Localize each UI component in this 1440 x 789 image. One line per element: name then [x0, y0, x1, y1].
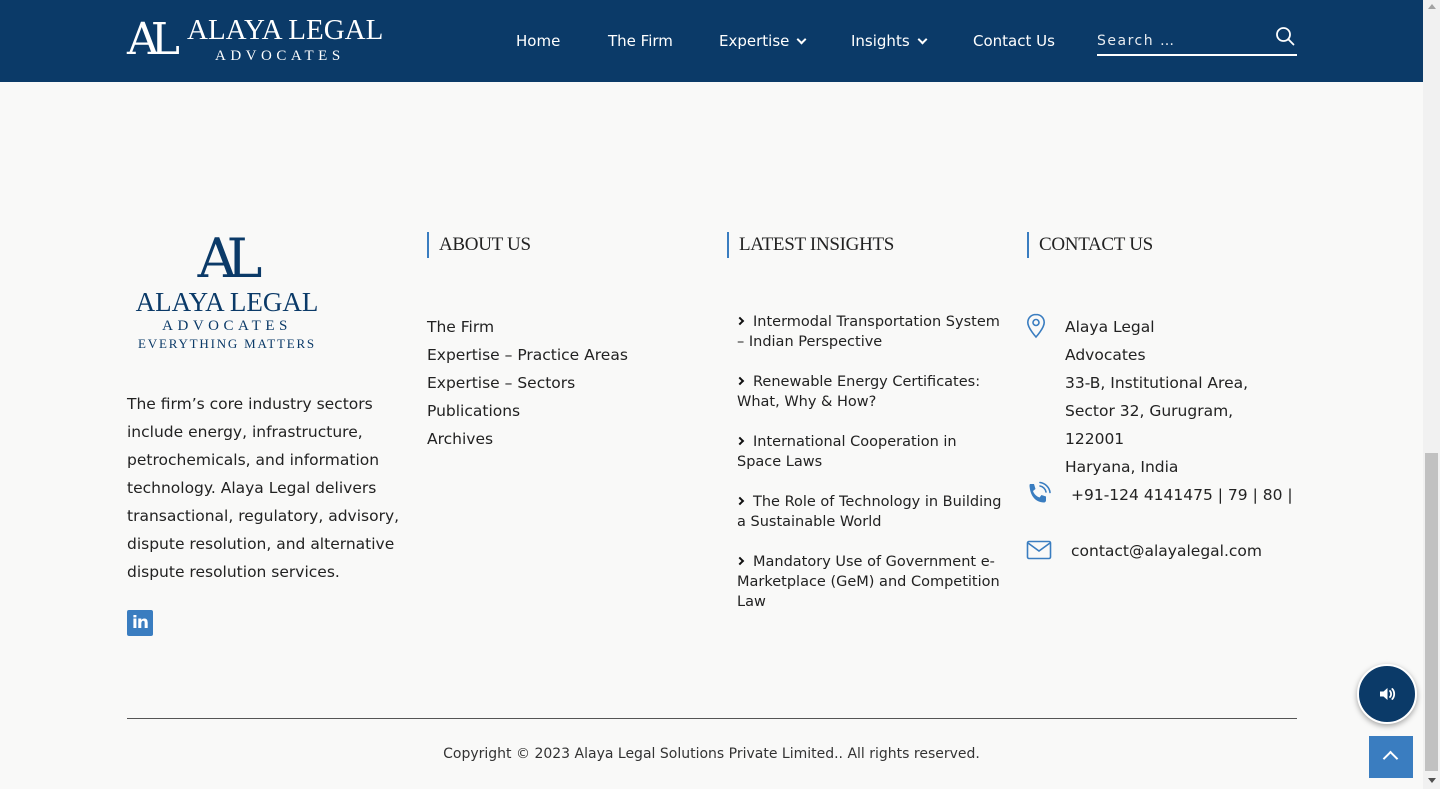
site-header [0, 0, 1423, 82]
page-scrollbar[interactable] [1423, 0, 1440, 789]
chevron-right-icon [736, 557, 744, 565]
footer-logo[interactable] [127, 227, 327, 366]
contact-us-heading: CONTACT US [1027, 232, 1153, 258]
insight-link[interactable] [737, 432, 1002, 472]
nav-contact-us[interactable] [973, 30, 1055, 52]
address-line: Advocates [1065, 346, 1146, 364]
nav-expertise[interactable] [719, 30, 805, 52]
audio-player-button[interactable] [1357, 664, 1417, 724]
about-link-archives[interactable]: Archives [427, 430, 494, 448]
insight-title: Renewable Energy Certificates: What, Why & How? [737, 374, 981, 410]
nav-home[interactable] [516, 30, 560, 52]
about-link-publications[interactable]: Publications [427, 402, 521, 420]
insight-title: Mandatory Use of Government e-Marketplace (GeM) and Competition Law [737, 554, 1000, 610]
chevron-right-icon [736, 497, 744, 505]
about-link-practice-areas[interactable]: Expertise – Practice Areas [427, 346, 628, 364]
header-search [1097, 24, 1297, 56]
nav-home-label: Home [516, 32, 561, 50]
phone-icon [1026, 481, 1052, 507]
chevron-down-icon [797, 34, 807, 44]
insight-link[interactable] [737, 372, 1002, 412]
copyright-text: Copyright © 2023 Alaya Legal Solutions Private Limited.. All rights reserved. [443, 746, 980, 762]
search-input[interactable] [1097, 24, 1267, 54]
address-line: 33-B, Institutional Area, [1065, 374, 1249, 392]
footer-divider [127, 718, 1297, 719]
nav-contact-us-label: Contact Us [973, 32, 1055, 50]
chevron-down-icon [917, 34, 927, 44]
footer-logo-tagline: EVERYTHING MATTERS [138, 336, 316, 351]
phone-number[interactable]: +91-124 4141475 | 79 | 80 | [1071, 486, 1293, 504]
latest-insights-heading: LATEST INSIGHTS [727, 232, 894, 258]
chevron-right-icon [736, 377, 744, 385]
chevron-right-icon [736, 317, 744, 325]
firm-description: The firm’s core industry sectors include energy, infrastructure, petrochemicals, and information technology. Alaya Legal delivers transactional, regulatory, advisory, dispute resolution, and alternative dispute resolution services. [127, 395, 400, 581]
insight-link[interactable] [737, 552, 1002, 612]
office-address [1065, 313, 1295, 481]
latest-insights-list [737, 312, 1002, 632]
logo-subtitle: ADVOCATES [215, 48, 345, 64]
scroll-down-arrow-icon[interactable] [1428, 778, 1436, 783]
header-logo[interactable] [127, 14, 397, 66]
scroll-up-arrow-icon[interactable] [1428, 4, 1436, 9]
email-address[interactable]: contact@alayalegal.com [1071, 542, 1262, 560]
nav-the-firm-label: The Firm [608, 32, 673, 50]
address-line: Haryana, India [1065, 458, 1179, 476]
insight-link[interactable] [737, 312, 1002, 352]
insight-link[interactable] [737, 492, 1002, 532]
about-link-sectors[interactable]: Expertise – Sectors [427, 374, 576, 392]
back-to-top-button[interactable] [1369, 736, 1413, 778]
chevron-up-icon [1383, 751, 1399, 767]
nav-insights-label: Insights [851, 32, 910, 50]
chevron-right-icon [736, 437, 744, 445]
insight-title: International Cooperation in Space Laws [737, 434, 957, 470]
location-pin-icon [1026, 313, 1046, 339]
scrollbar-thumb[interactable] [1425, 453, 1438, 771]
nav-expertise-label: Expertise [719, 32, 790, 50]
nav-the-firm[interactable] [608, 30, 673, 52]
logo-name: ALAYA LEGAL [187, 14, 384, 46]
address-line: Sector 32, Gurugram, 122001 [1065, 402, 1234, 448]
linkedin-icon[interactable] [127, 610, 153, 636]
footer-logo-subtitle: ADVOCATES [162, 318, 292, 334]
address-line: Alaya Legal [1065, 318, 1155, 336]
search-icon[interactable] [1275, 26, 1295, 46]
about-us-links [427, 313, 628, 453]
about-us-heading: ABOUT US [427, 232, 531, 258]
mail-icon [1026, 540, 1052, 560]
insight-title: The Role of Technology in Building a Sustainable World [737, 494, 1002, 530]
speaker-icon [1378, 685, 1396, 703]
linkedin-label: in [132, 613, 148, 633]
footer-logo-name: ALAYA LEGAL [135, 287, 319, 317]
footer-logo-monogram: AL [197, 227, 253, 290]
nav-insights[interactable] [851, 30, 926, 52]
about-link-the-firm[interactable]: The Firm [427, 318, 495, 336]
insight-title: Intermodal Transportation System – Indian Perspective [737, 314, 1000, 350]
logo-monogram: AL [127, 14, 172, 65]
